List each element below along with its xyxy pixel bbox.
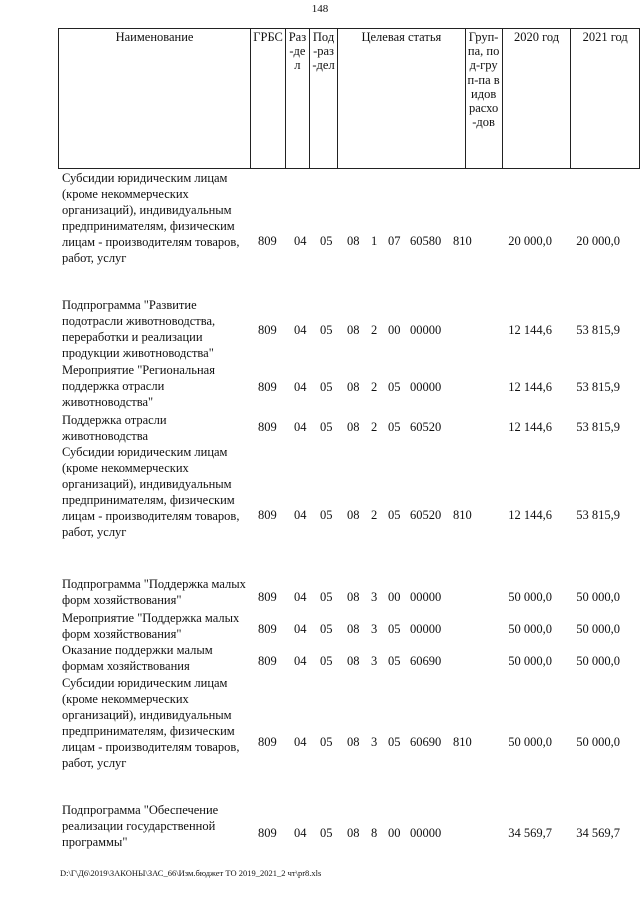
row-name: Подпрограмма "Поддержка малых форм хозяйствования" xyxy=(62,577,246,607)
cell-grbs: 809 xyxy=(258,323,277,337)
cell-rz: 04 xyxy=(294,590,307,604)
cell-cs4: 00000 xyxy=(410,826,442,840)
cell-cs3: 07 xyxy=(388,234,401,248)
cell-rz: 04 xyxy=(294,380,307,394)
cell-cs2: 2 xyxy=(371,323,378,337)
cell-cs4: 60690 xyxy=(410,735,442,749)
cell-cs3: 05 xyxy=(388,735,401,749)
cell-vr: 810 xyxy=(453,508,472,522)
cell-pr: 05 xyxy=(320,654,333,668)
cell-y2020: 12 144,6 xyxy=(508,508,552,522)
cell-rz: 04 xyxy=(294,420,307,434)
cell-pr: 05 xyxy=(320,826,333,840)
cell-cs2: 2 xyxy=(371,508,378,522)
cell-cs1: 08 xyxy=(347,234,360,248)
cell-cs3: 05 xyxy=(388,420,401,434)
row-name: Субсидии юридическим лицам (кроме некоммерческих организаций), индивидуальным предпринимателям, физическим лицам - производителям товаров, работ, услуг xyxy=(62,676,240,770)
row-name: Подпрограмма "Обеспечение реализации государственной программы" xyxy=(62,803,219,849)
cell-grbs: 809 xyxy=(258,508,277,522)
cell-y2021: 53 815,9 xyxy=(576,380,620,394)
row-name: Поддержка отрасли животноводства xyxy=(62,413,167,443)
cell-pr: 05 xyxy=(320,508,333,522)
cell-y2020: 50 000,0 xyxy=(508,735,552,749)
cell-y2020: 20 000,0 xyxy=(508,234,552,248)
cell-grbs: 809 xyxy=(258,622,277,636)
cell-cs3: 05 xyxy=(388,380,401,394)
cell-y2021: 20 000,0 xyxy=(576,234,620,248)
cell-cs4: 60520 xyxy=(410,420,442,434)
header-podrazdel: Под-раз-дел xyxy=(309,29,338,169)
cell-rz: 04 xyxy=(294,654,307,668)
cell-rz: 04 xyxy=(294,234,307,248)
cell-y2021: 53 815,9 xyxy=(576,323,620,337)
cell-cs2: 2 xyxy=(371,380,378,394)
cell-cs2: 3 xyxy=(371,590,378,604)
cell-rz: 04 xyxy=(294,508,307,522)
cell-rz: 04 xyxy=(294,826,307,840)
cell-pr: 05 xyxy=(320,590,333,604)
cell-y2021: 50 000,0 xyxy=(576,735,620,749)
cell-y2021: 50 000,0 xyxy=(576,654,620,668)
row-name: Субсидии юридическим лицам (кроме некоммерческих организаций), индивидуальным предпринимателям, физическим лицам - производителям товаров, работ, услуг xyxy=(62,445,240,539)
cell-cs3: 00 xyxy=(388,323,401,337)
header-2021: 2021 год xyxy=(571,29,640,169)
cell-y2020: 12 144,6 xyxy=(508,420,552,434)
row-name: Подпрограмма "Развитие подотрасли животноводства, переработки и реализации продукции животноводства" xyxy=(62,298,216,360)
cell-cs1: 08 xyxy=(347,590,360,604)
cell-cs4: 00000 xyxy=(410,323,442,337)
cell-grbs: 809 xyxy=(258,420,277,434)
cell-cs3: 05 xyxy=(388,508,401,522)
cell-cs1: 08 xyxy=(347,323,360,337)
cell-cs2: 2 xyxy=(371,420,378,434)
header-tselevaya: Целевая статья xyxy=(338,29,465,169)
cell-cs3: 05 xyxy=(388,622,401,636)
cell-vr: 810 xyxy=(453,735,472,749)
header-gruppa: Груп-па, под-груп-па видов расхо-дов xyxy=(465,29,502,169)
cell-cs2: 3 xyxy=(371,622,378,636)
row-name: Оказание поддержки малым формам хозяйствования xyxy=(62,643,213,673)
cell-y2020: 50 000,0 xyxy=(508,622,552,636)
cell-cs4: 60580 xyxy=(410,234,442,248)
cell-y2020: 50 000,0 xyxy=(508,590,552,604)
row-name: Мероприятие "Региональная поддержка отрасли животноводства" xyxy=(62,363,215,409)
cell-cs3: 00 xyxy=(388,590,401,604)
cell-grbs: 809 xyxy=(258,735,277,749)
cell-pr: 05 xyxy=(320,323,333,337)
cell-cs1: 08 xyxy=(347,826,360,840)
cell-grbs: 809 xyxy=(258,234,277,248)
cell-rz: 04 xyxy=(294,735,307,749)
page-number: 148 xyxy=(311,3,329,15)
row-name: Субсидии юридическим лицам (кроме некоммерческих организаций), индивидуальным предпринимателям, физическим лицам - производителям товаров, работ, услуг xyxy=(62,171,240,265)
cell-grbs: 809 xyxy=(258,826,277,840)
cell-cs2: 1 xyxy=(371,234,378,248)
cell-cs1: 08 xyxy=(347,508,360,522)
cell-vr: 810 xyxy=(453,234,472,248)
cell-cs3: 00 xyxy=(388,826,401,840)
cell-rz: 04 xyxy=(294,622,307,636)
cell-cs1: 08 xyxy=(347,420,360,434)
cell-rz: 04 xyxy=(294,323,307,337)
cell-y2020: 12 144,6 xyxy=(508,380,552,394)
cell-grbs: 809 xyxy=(258,380,277,394)
cell-pr: 05 xyxy=(320,735,333,749)
cell-cs4: 00000 xyxy=(410,380,442,394)
cell-cs2: 3 xyxy=(371,735,378,749)
cell-grbs: 809 xyxy=(258,590,277,604)
cell-grbs: 809 xyxy=(258,654,277,668)
header-razdel: Раз-дел xyxy=(286,29,310,169)
cell-y2020: 50 000,0 xyxy=(508,654,552,668)
cell-y2021: 50 000,0 xyxy=(576,622,620,636)
header-name: Наименование xyxy=(59,29,251,169)
cell-pr: 05 xyxy=(320,420,333,434)
cell-pr: 05 xyxy=(320,622,333,636)
cell-y2021: 53 815,9 xyxy=(576,420,620,434)
header-2020: 2020 год xyxy=(502,29,571,169)
cell-cs1: 08 xyxy=(347,622,360,636)
cell-cs1: 08 xyxy=(347,654,360,668)
cell-y2021: 34 569,7 xyxy=(576,826,620,840)
cell-pr: 05 xyxy=(320,380,333,394)
cell-y2020: 12 144,6 xyxy=(508,323,552,337)
cell-y2021: 50 000,0 xyxy=(576,590,620,604)
file-path-footer: D:\Г\Д6\2019\ЗАКОНЫ\ЗАС_66\Изм.бюджет ТО 2019_2021_2 чт\pr8.xls xyxy=(60,868,322,878)
cell-cs1: 08 xyxy=(347,380,360,394)
cell-cs4: 00000 xyxy=(410,622,442,636)
row-name: Мероприятие "Поддержка малых форм хозяйствования" xyxy=(62,611,240,641)
cell-cs4: 60520 xyxy=(410,508,442,522)
cell-cs2: 8 xyxy=(371,826,378,840)
header-grbs: ГРБС xyxy=(251,29,286,169)
cell-y2021: 53 815,9 xyxy=(576,508,620,522)
cell-cs4: 00000 xyxy=(410,590,442,604)
cell-cs2: 3 xyxy=(371,654,378,668)
cell-cs1: 08 xyxy=(347,735,360,749)
cell-cs4: 60690 xyxy=(410,654,442,668)
cell-cs3: 05 xyxy=(388,654,401,668)
cell-y2020: 34 569,7 xyxy=(508,826,552,840)
cell-pr: 05 xyxy=(320,234,333,248)
